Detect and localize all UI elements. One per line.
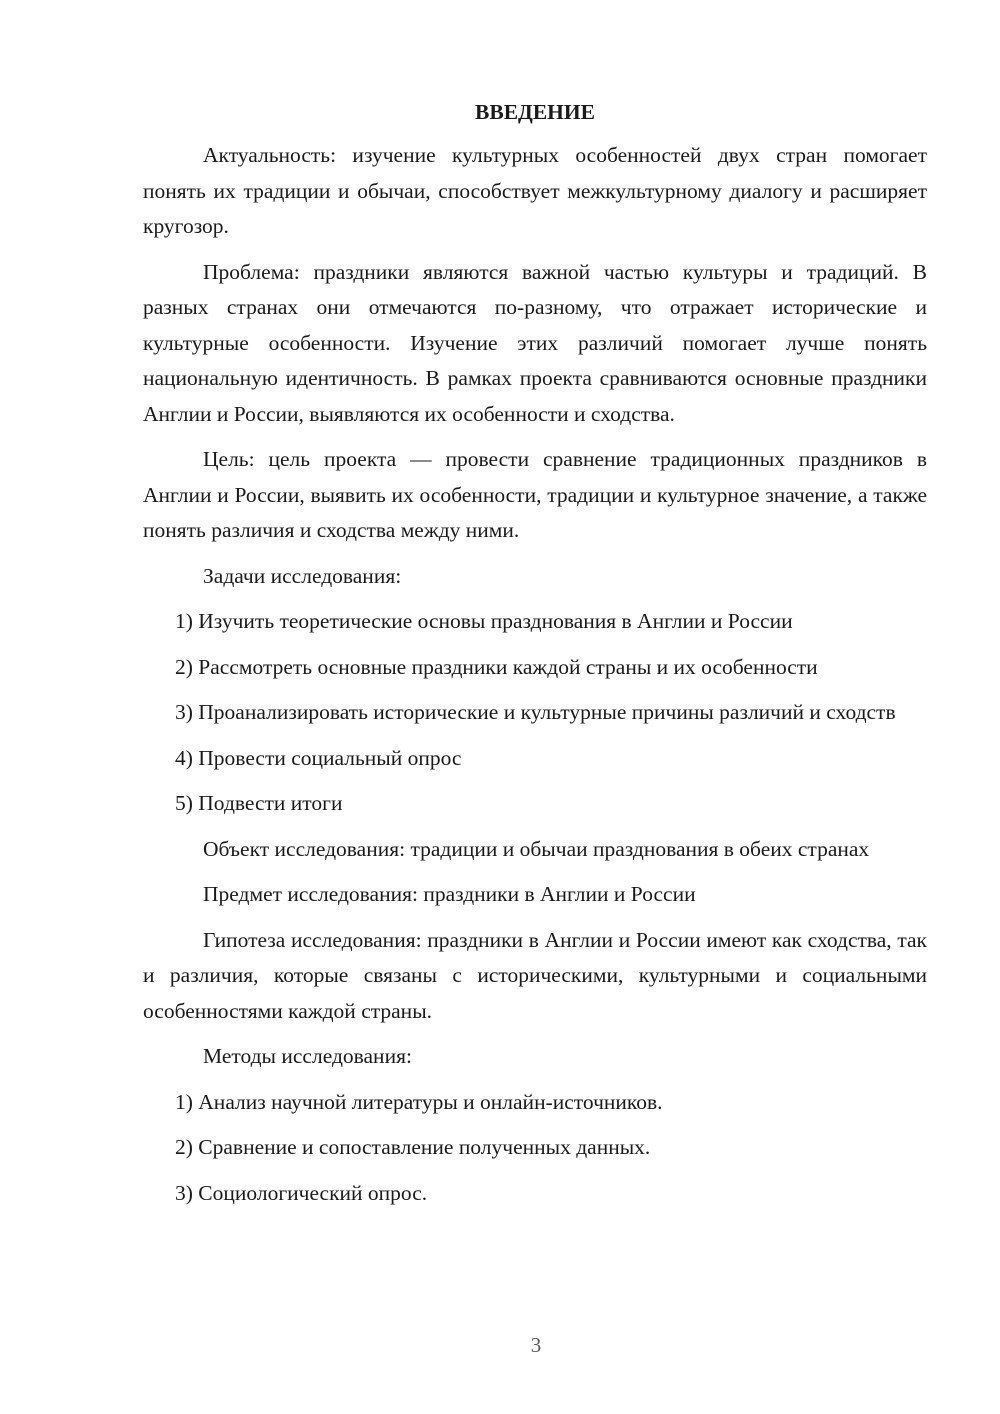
page-content bbox=[143, 96, 927, 1221]
task-item-4: 4) Провести социальный опрос bbox=[175, 745, 462, 770]
task-item-5: 5) Подвести итоги bbox=[175, 791, 343, 815]
object-paragraph: Объект исследования: традиции и обычаи празднования в обеих странах bbox=[203, 836, 870, 861]
task-item-1: 1) Изучить теоретические основы празднования в Англии и России bbox=[175, 609, 793, 633]
method-item-3: 3) Социологический опрос. bbox=[175, 1180, 428, 1205]
hypothesis-paragraph: Гипотеза исследования: праздники в Англии и России имеют как сходства, так и различия, которые связаны с историческими, культурными и социальными особенностями каждой страны. bbox=[143, 927, 927, 1023]
page-number: 3 bbox=[530, 1333, 542, 1357]
relevance-paragraph: Актуальность: изучение культурных особенностей двух стран помогает понять их традиции и обычаи, способствует межкультурному диалогу и расширяет кругозор. bbox=[143, 143, 927, 238]
problem-paragraph: Проблема: праздники являются важной частью культуры и традиций. В разных странах они отмечаются по-разному, что отражает исторические и культурные особенности. Изучение этих различий помогает лучше понять национальную идентичность. В рамках проекта сравниваются основные праздники Англии и России, выявляются их особенности и сходства. bbox=[143, 259, 927, 426]
goal-paragraph: Цель: цель проекта — провести сравнение традиционных праздников в Англии и России, выявить их особенности, традиции и культурное значение, а также понять различия и сходства между ними. bbox=[143, 447, 927, 542]
methods-heading: Методы исследования: bbox=[203, 1044, 412, 1068]
tasks-heading: Задачи исследования: bbox=[203, 563, 402, 588]
task-item-3: 3) Проанализировать исторические и культурные причины различий и сходств bbox=[175, 700, 896, 724]
method-item-1: 1) Анализ научной литературы и онлайн-источников. bbox=[175, 1089, 663, 1114]
subject-paragraph: Предмет исследования: праздники в Англии и России bbox=[203, 882, 696, 906]
method-item-2: 2) Сравнение и сопоставление полученных данных. bbox=[175, 1135, 651, 1159]
task-item-2: 2) Рассмотреть основные праздники каждой страны и их особенности bbox=[175, 654, 818, 679]
page-title: ВВЕДЕНИЕ bbox=[475, 100, 595, 124]
